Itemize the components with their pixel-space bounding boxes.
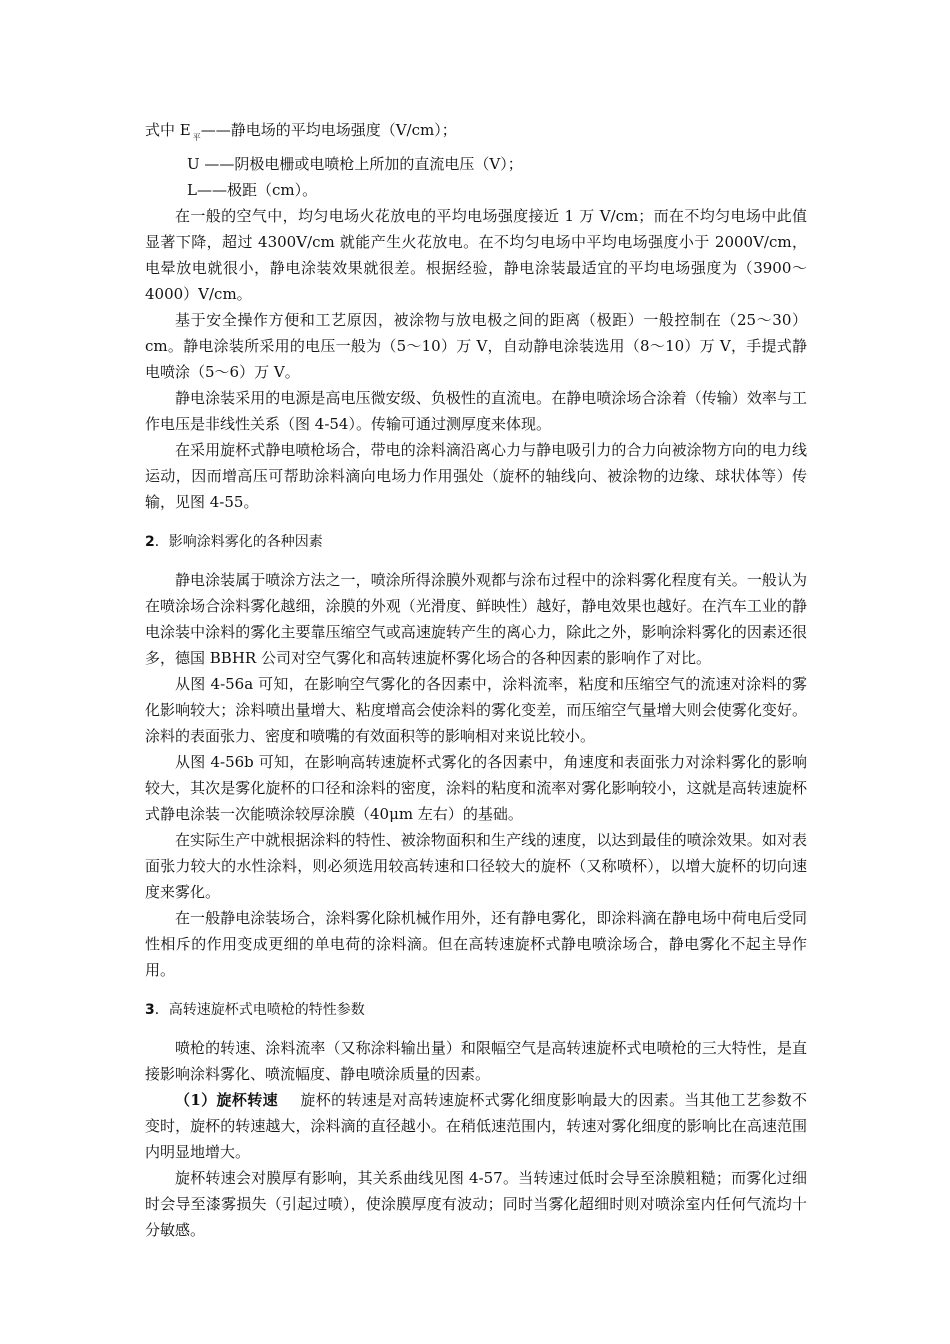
paragraph: 基于安全操作方便和工艺原因，被涂物与放电极之间的距离（极距）一般控制在（25～30）cm。静电涂装所采用的电压一般为（5～10）万 V，自动静电涂装选用（8～10）万 V，手提式静电喷涂（5～6）万 V。 xyxy=(145,311,807,381)
item-1-text: 旋杯的转速是对高转速旋杯式雾化细度影响最大的因素。当其他工艺参数不变时，旋杯的转速越大，涂料滴的直径越小。在稍低速范围内，转速对雾化细度的影响比在高速范围内明显地增大。 xyxy=(145,1091,807,1161)
section-2-heading xyxy=(145,529,807,555)
paragraph: 在一般静电涂装场合，涂料雾化除机械作用外，还有静电雾化，即涂料滴在静电场中荷电后受同性相斥的作用变成更细的单电荷的涂料滴。但在高转速旋杯式静电喷涂场合，静电雾化不起主导作用。 xyxy=(145,909,807,979)
item-1-paragraph xyxy=(145,1087,807,1165)
paragraph: 从图 4-56b 可知，在影响高转速旋杯式雾化的各因素中，角速度和表面张力对涂料雾化的影响较大，其次是雾化旋杯的口径和涂料的密度，涂料的粘度和流率对雾化影响较小，这就是高转速旋杯式静电涂装一次能喷涂较厚涂膜（40μm 左右）的基础。 xyxy=(145,753,807,823)
section-3-title: ．高转速旋杯式电喷枪的特性参数 xyxy=(154,1002,365,1018)
body-text xyxy=(145,117,807,1243)
paragraph: 在采用旋杯式静电喷枪场合，带电的涂料滴沿离心力与静电吸引力的合力向被涂物方向的电力线运动，因而增高压可帮助涂料滴向电场力作用强处（旋杯的轴线向、被涂物的边缘、球状体等）传输，见图 4-55。 xyxy=(145,441,807,511)
paragraph: 从图 4-56a 可知，在影响空气雾化的各因素中，涂料流率，粘度和压缩空气的流速对涂料的雾化影响较大；涂料喷出量增大、粘度增高会使涂料的雾化变差，而压缩空气量增大则会使雾化变好。涂料的表面张力、密度和喷嘴的有效面积等的影响相对来说比较小。 xyxy=(145,675,807,745)
definition-e xyxy=(145,117,807,151)
section-2-title: ．影响涂料雾化的各种因素 xyxy=(154,534,323,550)
paragraph: 喷枪的转速、涂料流率（又称涂料输出量）和限幅空气是高转速旋杯式电喷枪的三大特性，是直接影响涂料雾化、喷流幅度、静电喷涂质量的因素。 xyxy=(145,1039,807,1083)
paragraph: 静电涂装采用的电源是高电压微安级、负极性的直流电。在静电喷涂场合涂着（传输）效率与工作电压是非线性关系（图 4-54）。传输可通过测厚度来体现。 xyxy=(145,389,807,433)
definition-l: L——极距（cm）。 xyxy=(187,181,318,199)
paragraph: 在一般的空气中，均匀电场火花放电的平均电场强度接近 1 万 V/cm；而在不均匀电场中此值显著下降，超过 4300V/cm 就能产生火花放电。在不均匀电场中平均电场强度小于 2000V/cm，电晕放电就很小，静电涂装效果就很差。根据经验，静电涂装最适宜的平均电场强度为（3900～4000）V/cm。 xyxy=(145,207,807,303)
paragraph: 在实际生产中就根据涂料的特性、被涂物面积和生产线的速度，以达到最佳的喷涂效果。如对表面张力较大的水性涂料，则必须选用较高转速和口径较大的旋杯（又称喷杯），以增大旋杯的切向速度来雾化。 xyxy=(145,831,807,901)
paragraph: 旋杯转速会对膜厚有影响，其关系曲线见图 4-57。当转速过低时会导至涂膜粗糙；而雾化过细时会导至漆雾损失（引起过喷），使涂膜厚度有波动；同时当雾化超细时则对喷涂室内任何气流均十分敏感。 xyxy=(145,1169,807,1239)
paragraph: 静电涂装属于喷涂方法之一，喷涂所得涂膜外观都与涂布过程中的涂料雾化程度有关。一般认为在喷涂场合涂料雾化越细，涂膜的外观（光滑度、鲜映性）越好，静电效果也越好。在汽车工业的静电涂装中涂料的雾化主要靠压缩空气或高速旋转产生的离心力，除此之外，影响涂料雾化的因素还很多，德国 BBHR 公司对空气雾化和高转速旋杯雾化场合的各种因素的影响作了对比。 xyxy=(145,571,807,667)
section-3-heading xyxy=(145,997,807,1023)
section-3-number: 3 xyxy=(145,1002,155,1018)
definition-u: U ——阴极电栅或电喷枪上所加的直流电压（V）； xyxy=(187,155,523,173)
definition-e-subscript: 平 xyxy=(192,133,201,142)
section-2-number: 2 xyxy=(145,534,155,550)
item-1-label: （1）旋杯转速 xyxy=(175,1091,278,1109)
definition-e-symbol: 式中 E xyxy=(145,121,191,139)
definition-e-text: ——静电场的平均电场强度（V/cm）； xyxy=(200,121,457,139)
